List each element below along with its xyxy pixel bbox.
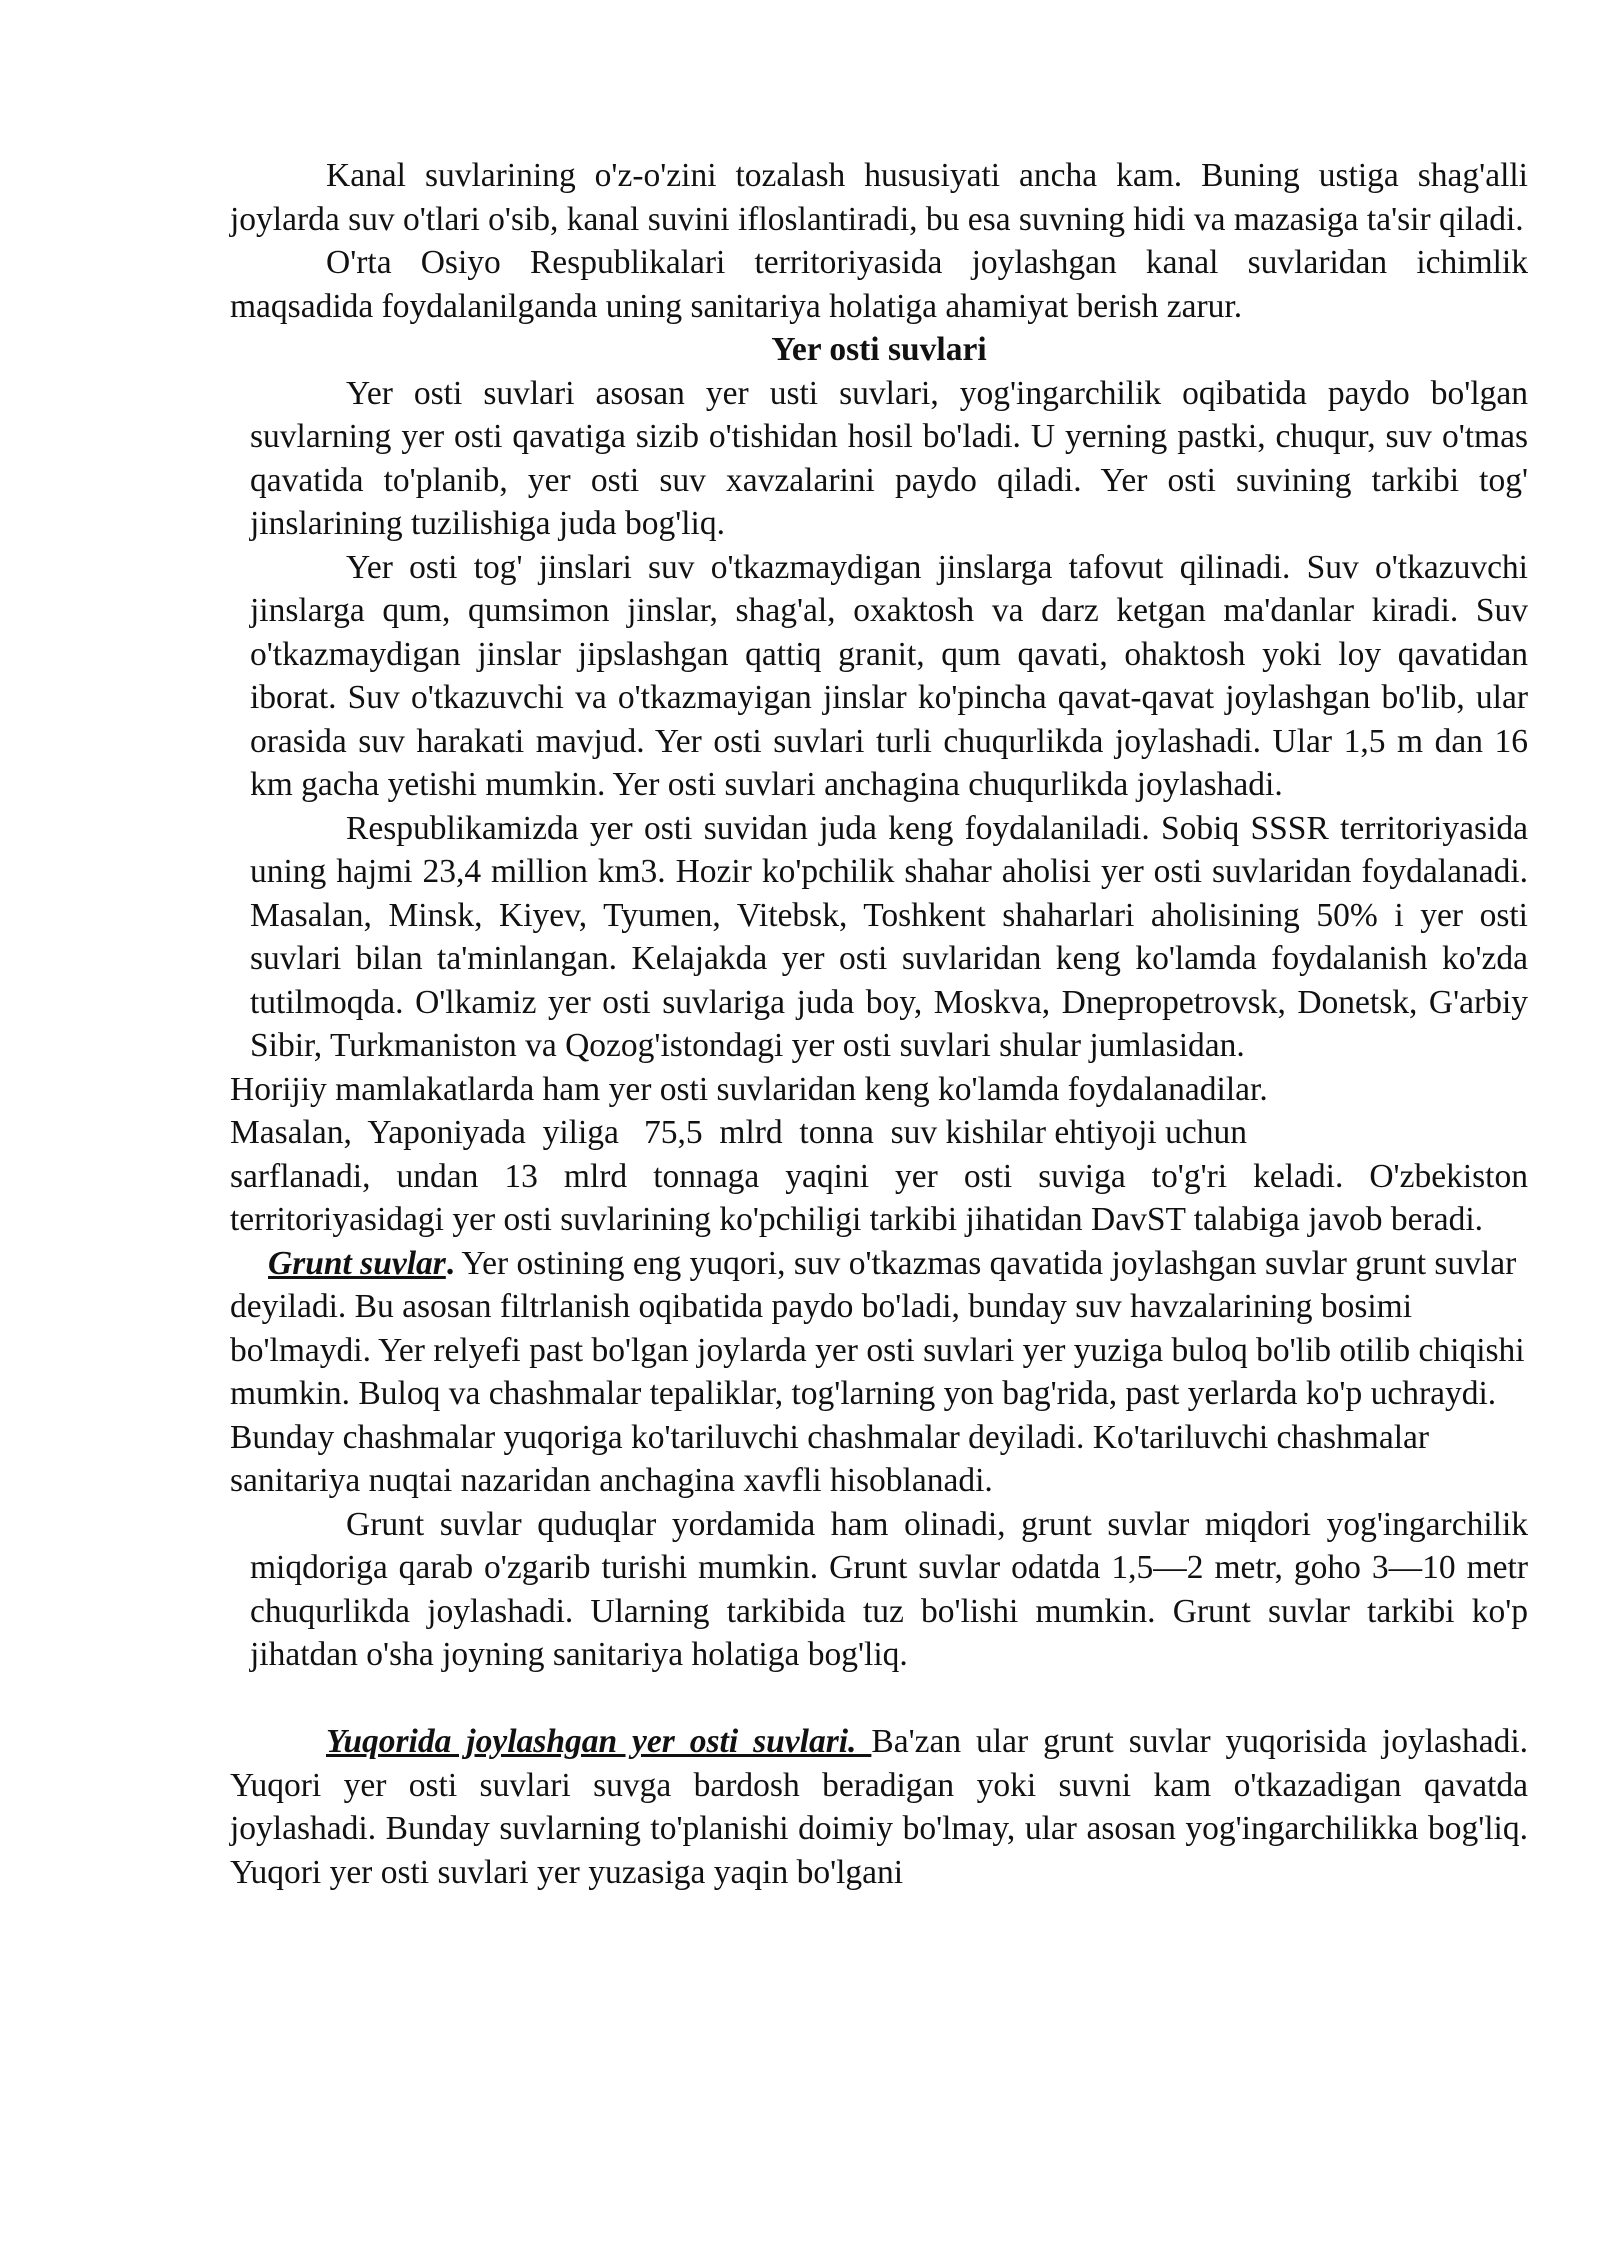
section-heading-groundwater: Yer osti suvlari xyxy=(771,331,987,368)
paragraph-foreign-use-line-1: Horijiy mamlakatlarda ham yer osti suvlaridan keng ko'lamda foydalanadilar. xyxy=(230,1070,1268,1108)
paragraph-groundwater-origin: Yer osti suvlari asosan yer usti suvlari, yog'ingarchilik oqibatida paydo bo'lgan suvlarning yer osti qavatiga sizib o'tishidan hosil bo'ladi. U yerning pastki, chuqur, suv o'tmas qavatida to'planib, yer osti suv xavzalarini paydo qiladi. Yer osti suvining tarkibi tog' jinslarining tuzilishiga juda bog'liq. xyxy=(250,374,1528,542)
paragraph-canal-sanitation: O'rta Osiyo Respublikalari territoriyasida joylashgan kanal suvlaridan ichimlik maqsadida foydalanilganda uning sanitariya holatiga ahamiyat berish zarur. xyxy=(230,244,1528,325)
paragraph-spacer xyxy=(230,1677,1528,1721)
paragraph-grunt-suvlar xyxy=(230,1242,1528,1503)
paragraph-grunt-suvlar-text: Yer ostining eng yuqori, suv o'tkazmas qavatida joylashgan suvlar grunt suvlar deyiladi. Bu asosan filtrlanish oqibatida paydo bo'ladi, bunday suv havzalarining bosimi bo'lmaydi. Yer relyefi past bo'lgan joylarda yer osti suvlari yer yuziga buloq bo'lib otilib chiqishi mumkin. Buloq va chashmalar tepaliklar, tog'larning yon bag'rida, past yerlarda ko'p uchraydi. Bunday chashmalar yuqoriga ko'tariluvchi chashmalar deyiladi. Ko'tariluvchi chashmalar sanitariya nuqtai nazaridan anchagina xavfli hisoblanadi. xyxy=(230,1244,1525,1499)
paragraph-groundwater-use: Respublikamizda yer osti suvidan juda keng foydalaniladi. Sobiq SSSR territoriyasida uning hajmi 23,4 million km3. Hozir ko'pchilik shahar aholisi yer osti suvlaridan foydalanadi. Masalan, Minsk, Kiyev, Tyumen, Vitebsk, Toshkent shaharlari aholisining 50% i yer osti suvlari bilan ta'minlangan. Kelajakda yer osti suvlaridan keng ko'lamda foydalanish ko'zda tutilmoqda. O'lkamiz yer osti suvlariga juda boy, Moskva, Dnepropetrovsk, Donetsk, G'arbiy Sibir, Turkmaniston va Qozog'istondagi yer osti suvlari shular jumlasidan. xyxy=(250,809,1528,1064)
paragraph-rock-types: Yer osti tog' jinslari suv o'tkazmaydigan jinslarga tafovut qilinadi. Suv o'tkazuvchi jinslarga qum, qumsimon jinslar, shag'al, oxaktosh va darz ketgan ma'danlar kiradi. Suv o'tkazmaydigan jinslar jipslashgan qattiq granit, qum qavati, ohaktosh yoki loy qavatidan iborat. Suv o'tkazuvchi va o'tkazmayigan jinslar ko'pincha qavat-qavat joylashgan bo'lib, ular orasida suv harakati mavjud. Yer osti suvlari turli chuqurlikda joylashadi. Ular 1,5 m dan 16 km gacha yetishi mumkin. Yer osti suvlari anchagina chuqurlikda joylashadi. xyxy=(250,548,1528,803)
paragraph-foreign-use-rest: sarflanadi, undan 13 mlrd tonnaga yaqini yer osti suviga to'g'ri keladi. O'zbekiston territoriyasidagi yer osti suvlarining ko'pchiligi tarkibi jihatidan DavST talabiga javob beradi. xyxy=(230,1157,1528,1238)
paragraph-grunt-wells: Grunt suvlar quduqlar yordamida ham olinadi, grunt suvlar miqdori yog'ingarchilik miqdoriga qarab o'zgarib turishi mumkin. Grunt suvlar odatda 1,5—2 metr, goho 3—10 metr chuqurlikda joylashadi. Ularning tarkibida tuz bo'lishi mumkin. Grunt suvlar tarkibi ko'p jihatdan o'sha joyning sanitariya holatiga bog'liq. xyxy=(250,1505,1528,1673)
paragraph-upper-groundwater xyxy=(230,1720,1528,1894)
term-grunt-suvlar: Grunt suvlar xyxy=(268,1244,446,1282)
term-grunt-suvlar-dot: . xyxy=(445,1244,455,1282)
paragraph-upper-groundwater-text: Ba'zan ular grunt suvlar yuqorisida joylashadi. Yuqori yer osti suvlari suvga bardosh beradigan yoki suvni kam o'tkazadigan qavatda joylashadi. Bunday suvlarning to'planishi doimiy bo'lmay, ular asosan yog'ingarchilikka bog'liq. Yuqori yer osti suvlari yer yuzasiga yaqin bo'lgani xyxy=(230,1723,1529,1891)
term-upper-groundwater: Yuqorida joylashgan yer osti suvlari. xyxy=(326,1723,872,1760)
paragraph-foreign-use-line-2: Masalan, Yaponiyada yiliga 75,5 mlrd tonna suv kishilar ehtiyoji uchun xyxy=(230,1114,1247,1151)
document-body xyxy=(230,154,1528,1894)
paragraph-canal-self-cleaning: Kanal suvlarining o'z-o'zini tozalash hususiyati ancha kam. Buning ustiga shag'alli joylarda suv o'tlari o'sib, kanal suvini ifloslantiradi, bu esa suvning hidi va mazasiga ta'sir qiladi. xyxy=(230,157,1528,238)
